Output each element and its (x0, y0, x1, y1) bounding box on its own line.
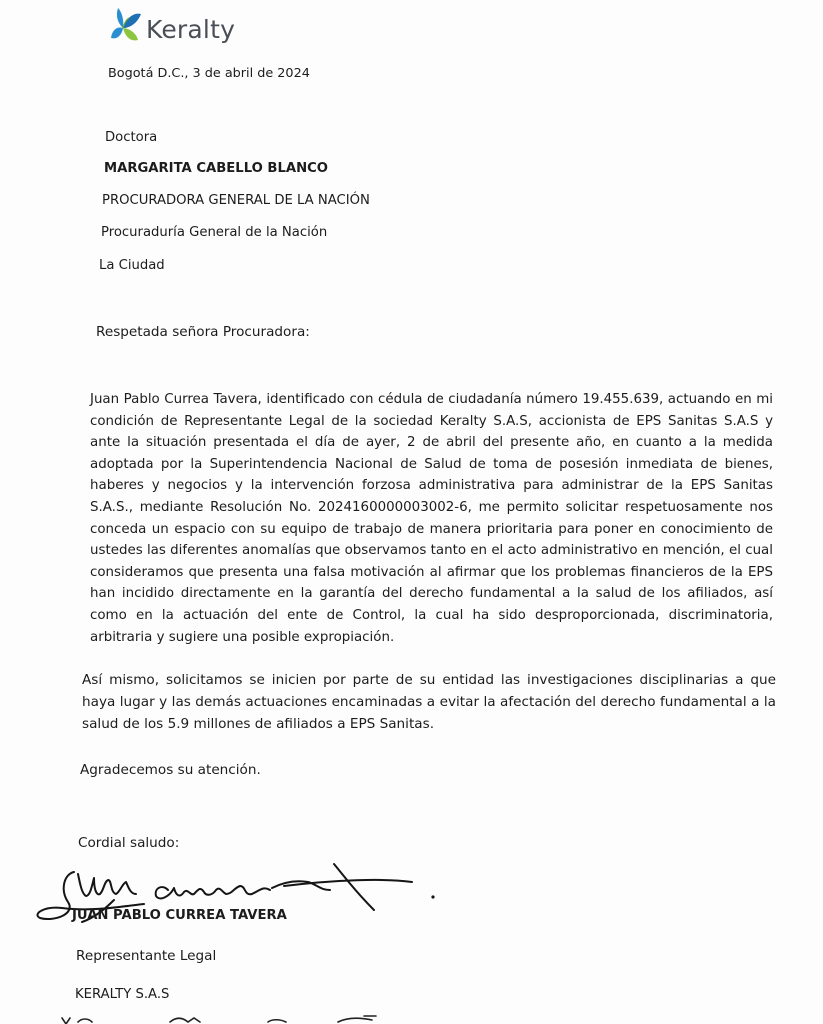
keralty-logo (108, 4, 235, 48)
recipient-city: La Ciudad (99, 258, 165, 273)
recipient-title: Doctora (105, 130, 158, 145)
recipient-position: PROCURADORA GENERAL DE LA NACIÓN (102, 193, 370, 208)
keralty-butterfly-icon (108, 6, 144, 46)
body-paragraph-1: Juan Pablo Currea Tavera, identificado con cédula de ciudadanía número 19.455.639, actuando en mi condición de Representante Legal de la sociedad Keralty S.A.S, accionista de EPS Sanitas S.A.S y ante la situación presentada el día de ayer, 2 de abril del presente año, en cuanto a la medida adoptada por la Superintendencia Nacional de Salud de toma de posesión inmediata de bienes, haberes y negocios y la intervención forzosa administrativa para administrar de la EPS Sanitas S.A.S., mediante Resolución No. 2024160000003002-6, me permito solicitar respetuosamente nos conceda un espacio con su equipo de trabajo de manera prioritaria para poner en conocimiento de ustedes las diferentes anomalías que observamos tanto en el acto administrativo en mención, el cual consideramos que presenta una falsa motivación al afirmar que los problemas financieros de la EPS han incidido directamente en la garantía del derecho fundamental a la salud de los afiliados, así como en la actuación del ente de Control, la cual ha sido desproporcionada, discriminatoria, arbitraria y sugiere una posible expropiación. (90, 392, 773, 645)
signer-name: JUAN PABLO CURREA TAVERA (72, 908, 287, 923)
salutation: Respetada señora Procuradora: (96, 324, 310, 340)
farewell: Cordial saludo: (78, 835, 180, 851)
company-name: KERALTY S.A.S (75, 987, 170, 1002)
recipient-name: MARGARITA CABELLO BLANCO (104, 161, 329, 176)
body-paragraph-2: Así mismo, solicitamos se inicien por parte de su entidad las investigaciones disciplinarias a que haya lugar y las demás actuaciones encaminadas a evitar la afectación del derecho fundamental a la salud de los 5.9 millones de afiliados a EPS Sanitas. (82, 672, 776, 732)
cropped-footer-marks (0, 1012, 823, 1024)
logo-wordmark: Keralty (146, 14, 236, 44)
signer-role: Representante Legal (76, 948, 217, 964)
recipient-institution: Procuraduría General de la Nación (101, 225, 328, 240)
thanks-line: Agradecemos su atención. (80, 762, 261, 778)
place-date: Bogotá D.C., 3 de abril de 2024 (108, 66, 310, 81)
handwritten-signature (34, 860, 444, 935)
